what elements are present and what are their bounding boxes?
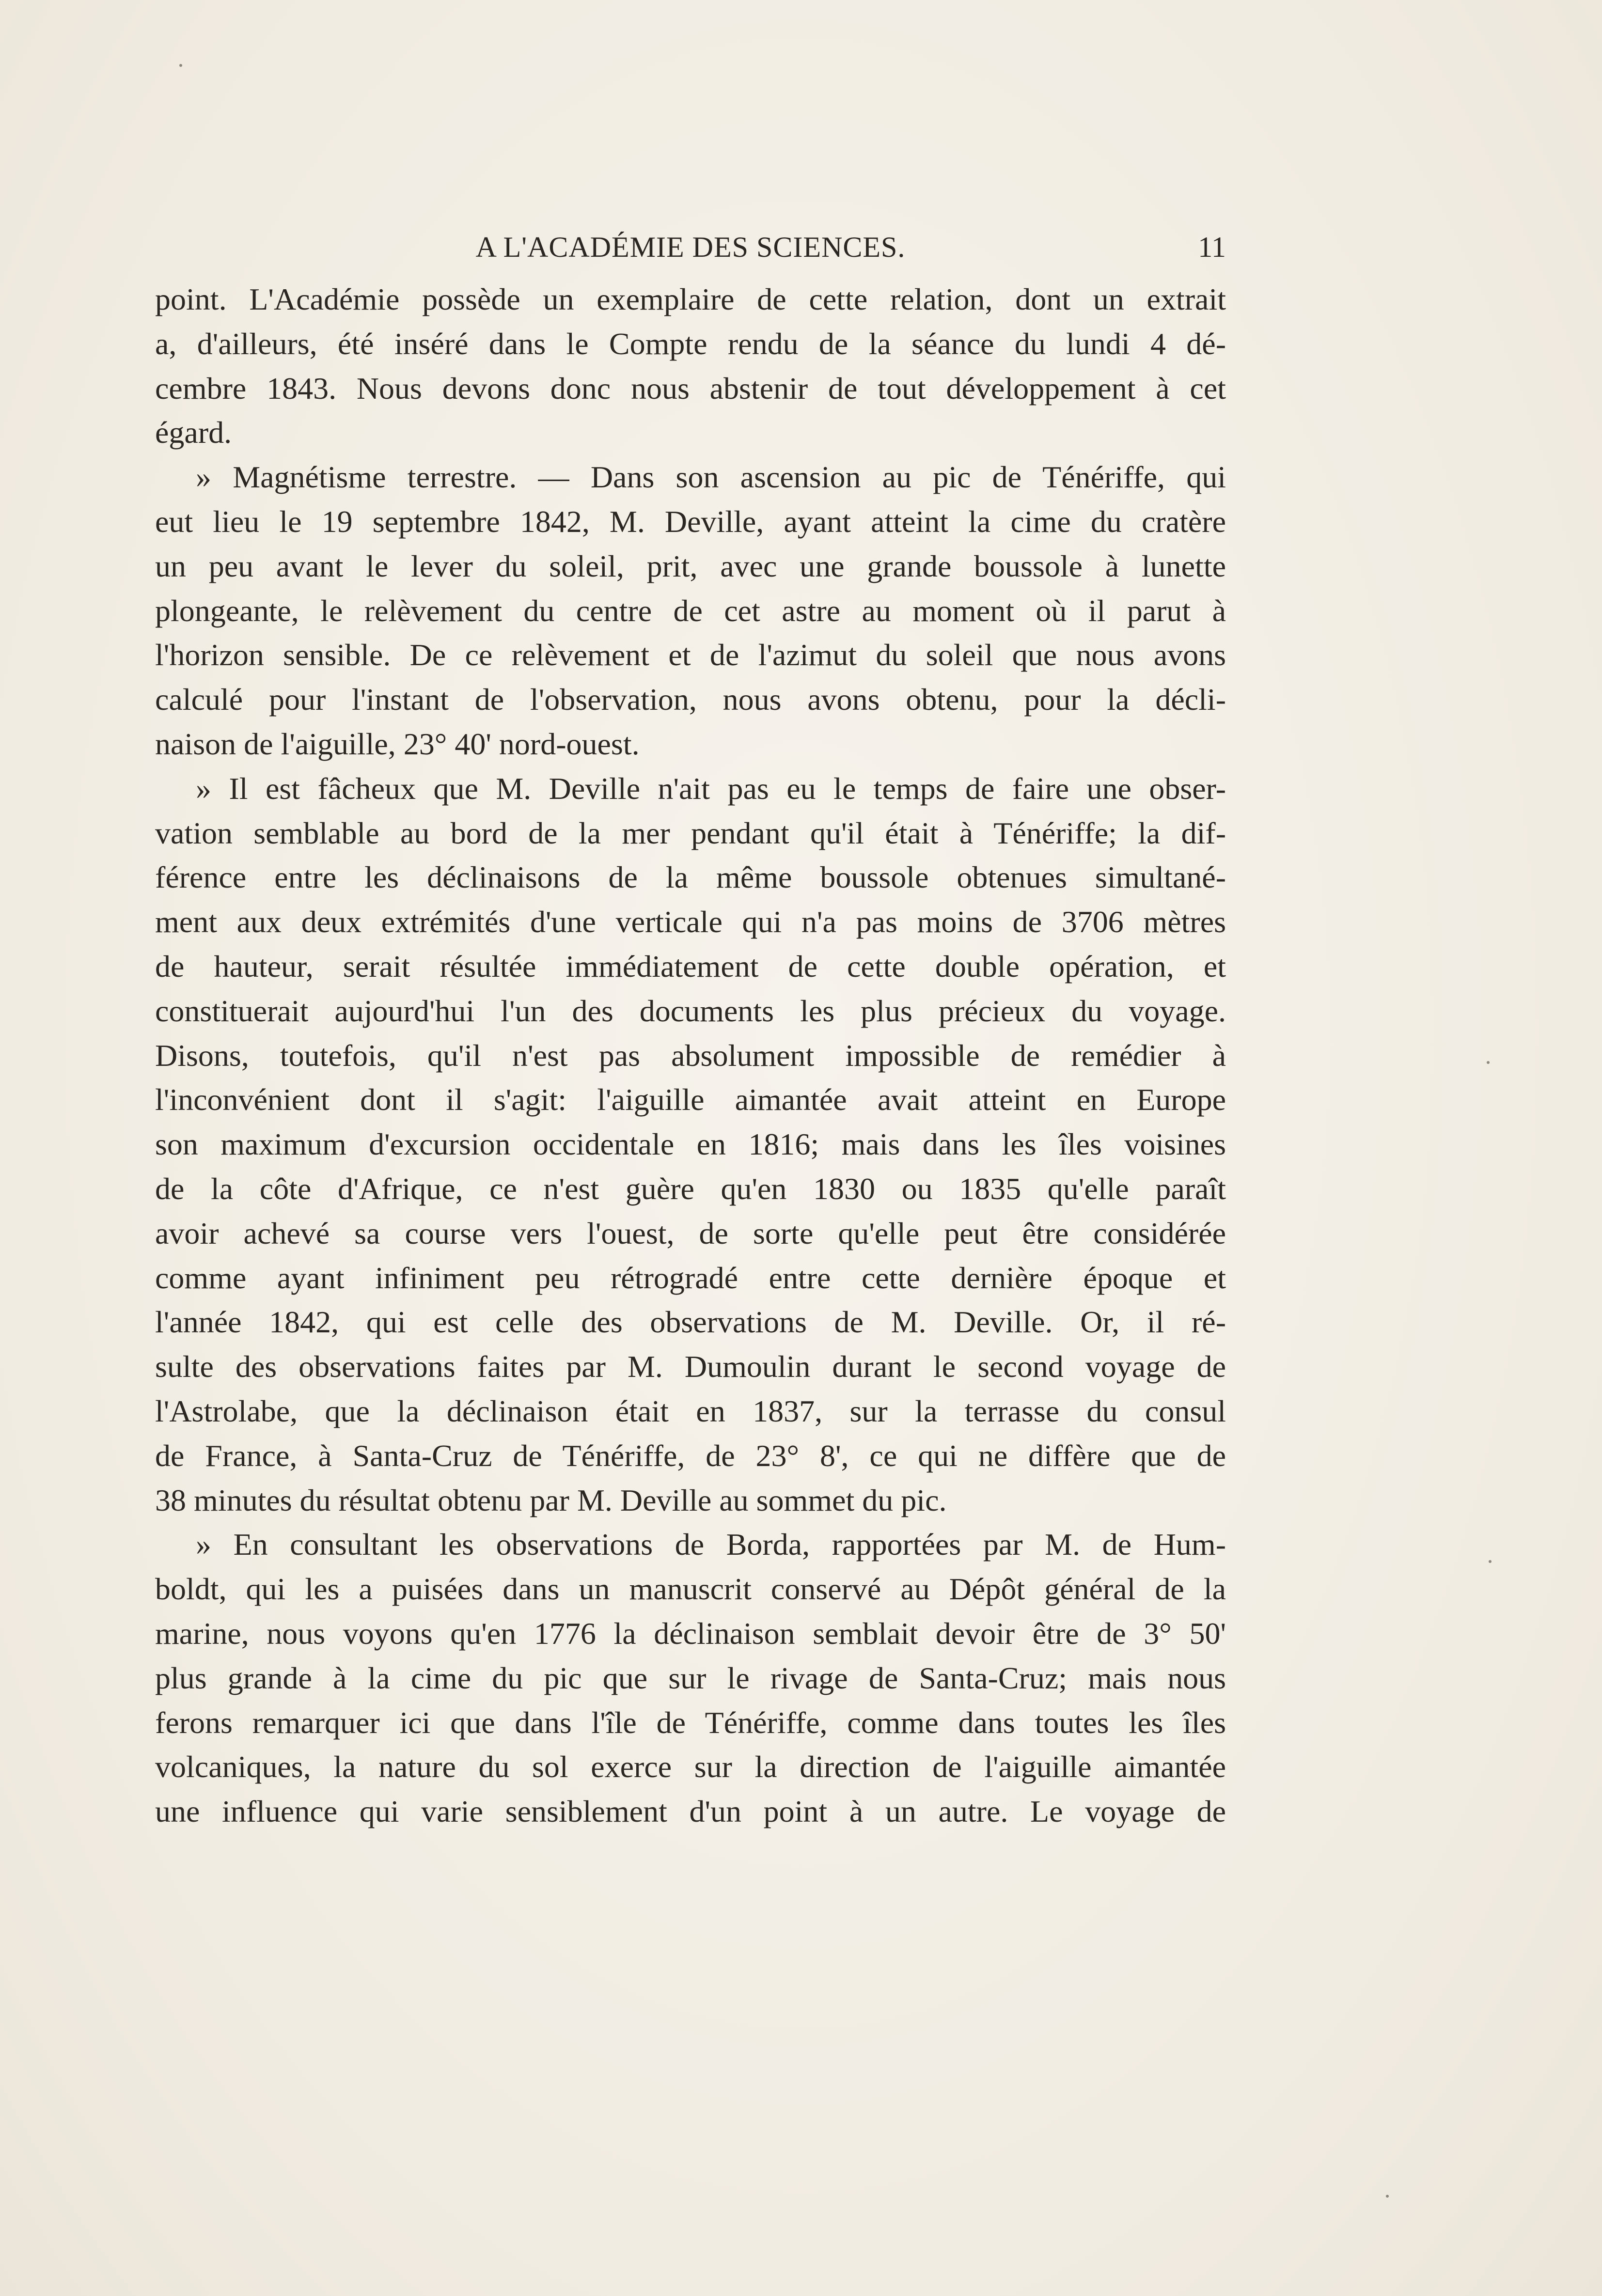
text-line: » Il est fâcheux que M. Deville n'ait pas eu le temps de faire une obser- bbox=[196, 771, 1226, 806]
text-line: eut lieu le 19 septembre 1842, M. Deville, ayant atteint la cime du cratère bbox=[155, 504, 1226, 539]
text-line: une influence qui varie sensiblement d'un point à un autre. Le voyage de bbox=[155, 1794, 1226, 1829]
paper-speck bbox=[1489, 1560, 1492, 1563]
paper-speck bbox=[1386, 2195, 1389, 2198]
paper-speck bbox=[1487, 1061, 1490, 1064]
paper-speck bbox=[179, 64, 182, 67]
page-header bbox=[155, 228, 1226, 266]
text-line: ment aux deux extrémités d'une verticale qui n'a pas moins de 3706 mètres bbox=[155, 905, 1226, 939]
running-title: A L'ACADÉMIE DES SCIENCES. bbox=[475, 231, 906, 263]
text-line: l'inconvénient dont il s'agit: l'aiguille aimantée avait atteint en Europe bbox=[155, 1082, 1226, 1117]
text-line: l'horizon sensible. De ce relèvement et de l'azimut du soleil que nous avons bbox=[155, 638, 1226, 672]
text-line: son maximum d'excursion occidentale en 1816; mais dans les îles voisines bbox=[155, 1127, 1226, 1162]
text-line: volcaniques, la nature du sol exerce sur la direction de l'aiguille aimantée bbox=[155, 1749, 1226, 1784]
text-line: ferons remarquer ici que dans l'île de Ténériffe, comme dans toutes les îles bbox=[155, 1705, 1226, 1740]
page-number: 11 bbox=[1198, 231, 1226, 263]
body-text bbox=[155, 277, 1226, 1834]
text-line: sulte des observations faites par M. Dumoulin durant le second voyage de bbox=[155, 1349, 1226, 1384]
text-line: marine, nous voyons qu'en 1776 la déclinaison semblait devoir être de 3° 50' bbox=[155, 1616, 1226, 1651]
text-line: vation semblable au bord de la mer pendant qu'il était à Ténériffe; la dif- bbox=[155, 815, 1226, 850]
text-line: comme ayant infiniment peu rétrogradé entre cette dernière époque et bbox=[155, 1260, 1226, 1295]
text-line: naison de l'aiguille, 23° 40' nord-ouest. bbox=[155, 726, 640, 761]
text-line: cembre 1843. Nous devons donc nous abstenir de tout développement à cet bbox=[155, 371, 1226, 406]
text-line: calculé pour l'instant de l'observation, nous avons obtenu, pour la décli- bbox=[155, 682, 1226, 717]
text-line: égard. bbox=[155, 415, 232, 450]
text-line: » Magnétisme terrestre. — Dans son ascension au pic de Ténériffe, qui bbox=[196, 460, 1226, 495]
text-line: l'Astrolabe, que la déclinaison était en 1837, sur la terrasse du consul bbox=[155, 1393, 1226, 1428]
text-line: de la côte d'Afrique, ce n'est guère qu'en 1830 ou 1835 qu'elle paraît bbox=[155, 1171, 1226, 1206]
text-line: de France, à Santa-Cruz de Ténériffe, de 23° 8', ce qui ne diffère que de bbox=[155, 1438, 1226, 1473]
text-line: plus grande à la cime du pic que sur le rivage de Santa-Cruz; mais nous bbox=[155, 1660, 1226, 1695]
text-line: avoir achevé sa course vers l'ouest, de sorte qu'elle peut être considérée bbox=[155, 1216, 1226, 1250]
text-line: férence entre les déclinaisons de la même boussole obtenues simultané- bbox=[155, 860, 1226, 895]
text-line: Disons, toutefois, qu'il n'est pas absolument impossible de remédier à bbox=[155, 1038, 1226, 1073]
text-line: a, d'ailleurs, été inséré dans le Compte rendu de la séance du lundi 4 dé- bbox=[155, 326, 1226, 361]
text-line: plongeante, le relèvement du centre de cet astre au moment où il parut à bbox=[155, 593, 1226, 628]
text-line: point. L'Académie possède un exemplaire de cette relation, dont un extrait bbox=[155, 282, 1226, 316]
text-line: boldt, qui les a puisées dans un manuscrit conservé au Dépôt général de la bbox=[155, 1572, 1226, 1607]
text-line: constituerait aujourd'hui l'un des documents les plus précieux du voyage. bbox=[155, 993, 1226, 1028]
text-line: un peu avant le lever du soleil, prit, avec une grande boussole à lunette bbox=[155, 548, 1226, 583]
text-line: 38 minutes du résultat obtenu par M. Deville au sommet du pic. bbox=[155, 1483, 947, 1517]
text-line: » En consultant les observations de Borda, rapportées par M. de Hum- bbox=[196, 1527, 1226, 1562]
text-line: l'année 1842, qui est celle des observations de M. Deville. Or, il ré- bbox=[155, 1305, 1226, 1340]
text-line: de hauteur, serait résultée immédiatement de cette double opération, et bbox=[155, 949, 1226, 984]
